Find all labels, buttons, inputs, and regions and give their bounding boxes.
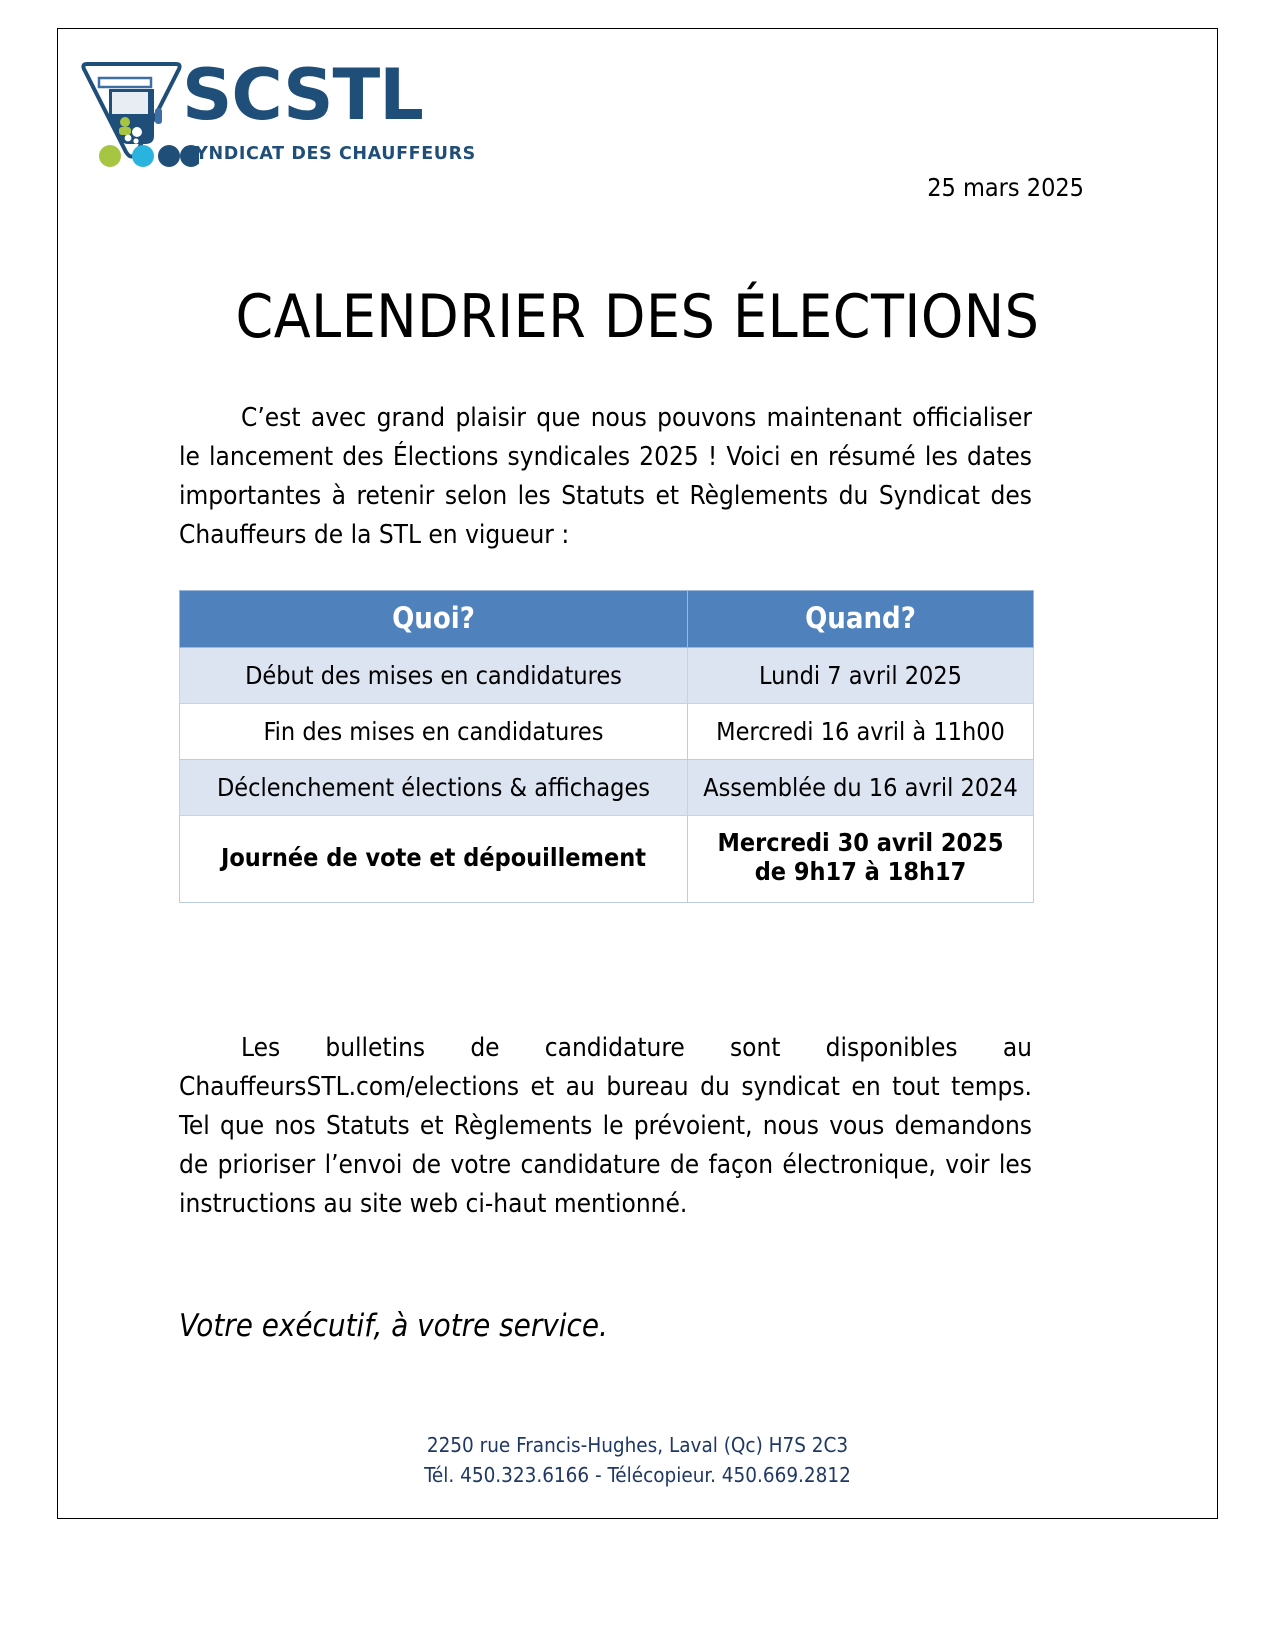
cell-when xyxy=(688,816,1034,903)
cell-what: Journée de vote et dépouillement xyxy=(180,816,688,903)
bulletins-paragraph: Les bulletins de candidature sont disponibles au ChauffeursSTL.com/elections et au bureau du syndicat en tout temps. Tel que nos Statuts et Règlements le prévoient, nous vous demandons de prioriser l’envoi de votre candidature de façon électronique, voir les instructions au site web ci-haut mentionné. xyxy=(179,1033,1032,1219)
cell-when-line2: de 9h17 à 18h17 xyxy=(754,857,967,886)
table-row xyxy=(180,816,1034,903)
election-calendar-table xyxy=(179,590,1034,903)
table-header-row xyxy=(180,591,1034,648)
page-content xyxy=(57,28,1218,1519)
table-row xyxy=(180,760,1034,816)
footer-phone: Tél. 450.323.6166 - Télécopieur. 450.669.2812 xyxy=(424,1462,851,1487)
signature-line: Votre exécutif, à votre service. xyxy=(179,1308,608,1344)
cell-when: Mercredi 16 avril à 11h00 xyxy=(688,704,1034,760)
logo-wordmark: SCSTL xyxy=(182,54,423,136)
intro-paragraph: C’est avec grand plaisir que nous pouvons maintenant officialiser le lancement des Élections syndicales 2025 ! Voici en résumé les dates importantes à retenir selon les Statuts et Règlements du Syndicat des Chauffeurs de la STL en vigueur : xyxy=(179,403,1032,550)
cell-what: Début des mises en candidatures xyxy=(180,648,688,704)
column-header-what: Quoi? xyxy=(180,591,688,648)
cell-when: Lundi 7 avril 2025 xyxy=(688,648,1034,704)
table-row xyxy=(180,704,1034,760)
column-header-when: Quand? xyxy=(688,591,1034,648)
cell-when: Assemblée du 16 avril 2024 xyxy=(688,760,1034,816)
table-row xyxy=(180,648,1034,704)
page-footer xyxy=(57,1431,1218,1490)
document-date: 25 mars 2025 xyxy=(927,173,1084,202)
logo-tagline: SYNDICAT DES CHAUFFEURS xyxy=(182,144,476,164)
page-title: CALENDRIER DES ÉLECTIONS xyxy=(235,282,1040,353)
scstl-logo xyxy=(79,54,476,176)
footer-address: 2250 rue Francis-Hughes, Laval (Qc) H7S 2C3 xyxy=(426,1433,849,1457)
cell-what: Déclenchement élections & affichages xyxy=(180,760,688,816)
cell-what: Fin des mises en candidatures xyxy=(180,704,688,760)
cell-when-line1: Mercredi 30 avril 2025 xyxy=(717,828,1004,857)
